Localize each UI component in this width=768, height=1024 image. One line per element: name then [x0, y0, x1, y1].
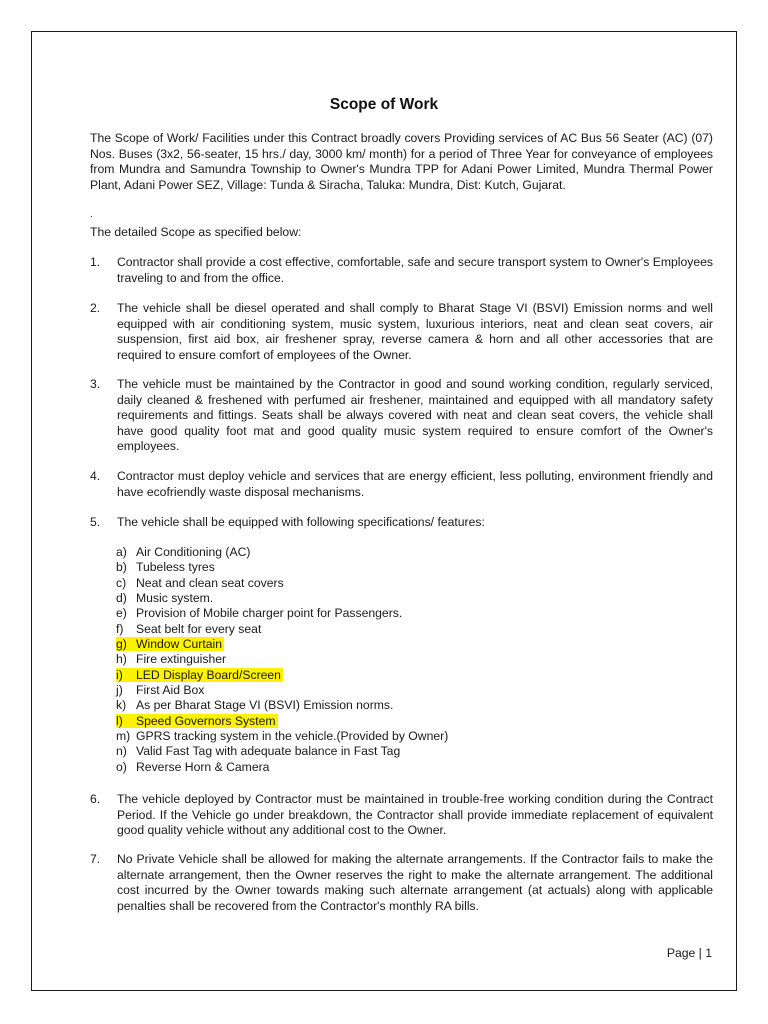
feature-item-a: [116, 545, 250, 560]
scope-item-6: [90, 792, 713, 839]
feature-highlight: [116, 637, 224, 651]
feature-letter: e): [116, 606, 127, 620]
feature-item-g: [116, 637, 224, 652]
feature-text: Fire extinguisher: [136, 652, 227, 666]
item-text: The vehicle shall be diesel operated and shall comply to Bharat Stage VI (BSVI) Emission norms and well equipped with air conditioning system, music system, luxurious interiors, neat and clean seat covers, air suspension, first aid box, air freshener spray, reverse camera & horn and all other accessories that are required to ensure comfort of employees of the Owner.: [117, 301, 713, 362]
feature-text: As per Bharat Stage VI (BSVI) Emission norms.: [136, 698, 394, 712]
feature-text: Tubeless tyres: [136, 560, 215, 574]
item-number: 4.: [90, 469, 101, 483]
item-number: 1.: [90, 255, 101, 269]
feature-letter: j): [116, 683, 123, 697]
scope-item-7: [90, 852, 713, 914]
feature-letter: i): [116, 668, 123, 682]
feature-text: Speed Governors System: [136, 714, 276, 728]
scope-item-2: [90, 301, 713, 363]
scope-item-5: [90, 515, 713, 531]
feature-item-d: [116, 591, 213, 606]
feature-item-j: [116, 683, 204, 698]
feature-text: Valid Fast Tag with adequate balance in Fast Tag: [136, 744, 401, 758]
feature-item-c: [116, 576, 284, 591]
item-number: 2.: [90, 301, 101, 315]
feature-letter: k): [116, 698, 127, 712]
feature-highlight: [116, 668, 283, 682]
feature-item-m: [116, 729, 448, 744]
feature-text: Seat belt for every seat: [136, 622, 262, 636]
feature-letter: n): [116, 744, 127, 758]
scope-item-4: [90, 469, 713, 500]
feature-letter: c): [116, 576, 127, 590]
feature-text: GPRS tracking system in the vehicle.(Provided by Owner): [136, 729, 449, 743]
feature-text: Reverse Horn & Camera: [136, 760, 270, 774]
feature-item-h: [116, 652, 226, 667]
scope-item-3: [90, 377, 713, 455]
feature-letter: d): [116, 591, 127, 605]
scope-item-1: [90, 255, 713, 286]
item-text: Contractor shall provide a cost effective, comfortable, safe and secure transport system to Owner's Employees traveling to and from the office.: [117, 255, 713, 285]
item-number: 7.: [90, 852, 101, 866]
item-text: Contractor must deploy vehicle and services that are energy efficient, less polluting, environment friendly and have ecofriendly waste disposal mechanisms.: [117, 469, 713, 499]
item-text: The vehicle must be maintained by the Contractor in good and sound working condition, regularly serviced, daily cleaned & freshened with perfumed air freshener, maintained and equipped with all mandatory safety requirements and fittings. Seats shall be always covered with neat and clean seat covers, the vehicle shall have good quality foot mat and good quality music system required to ensure comfort of the Owner's employees.: [117, 377, 713, 454]
item-number: 5.: [90, 515, 101, 529]
feature-text: Provision of Mobile charger point for Passengers.: [136, 606, 403, 620]
feature-text: Neat and clean seat covers: [136, 576, 284, 590]
feature-letter: b): [116, 560, 127, 574]
feature-item-e: [116, 606, 402, 621]
intro-paragraph: The Scope of Work/ Facilities under this Contract broadly covers Providing services of AC Bus 56 Seater (AC) (07) Nos. Buses (3x2, 56-seater, 15 hrs./ day, 3000 km/ month) for a period of Three Year for conveyance of employees from Mundra and Samundra Township to Owner's Mundra TPP for Adani Power Limited, Mundra Thermal Power Plant, Adani Power SEZ, Village: Tunda & Siracha, Taluka: Mundra, Dist: Kutch, Gujarat.: [90, 131, 713, 192]
feature-letter: a): [116, 545, 127, 559]
feature-item-f: [116, 622, 261, 637]
feature-text: Music system.: [136, 591, 214, 605]
feature-item-n: [116, 744, 400, 759]
feature-item-i: [116, 668, 283, 683]
stray-dot: .: [90, 209, 93, 220]
feature-item-k: [116, 698, 393, 713]
feature-highlight: [116, 714, 278, 728]
page-title: Scope of Work: [329, 96, 439, 113]
feature-letter: h): [116, 652, 127, 666]
feature-letter: m): [116, 729, 131, 743]
feature-text: Air Conditioning (AC): [136, 545, 251, 559]
feature-text: Window Curtain: [136, 637, 223, 651]
feature-letter: l): [116, 714, 123, 728]
item-number: 3.: [90, 377, 101, 391]
item-text: The vehicle shall be equipped with following specifications/ features:: [117, 515, 485, 529]
feature-letter: f): [116, 622, 124, 636]
feature-letter: g): [116, 637, 127, 651]
feature-text: LED Display Board/Screen: [136, 668, 281, 682]
feature-item-o: [116, 760, 269, 775]
feature-item-l: [116, 714, 278, 729]
feature-item-b: [116, 560, 215, 575]
item-text: The vehicle deployed by Contractor must be maintained in trouble-free working condition during the Contract Period. If the Vehicle go under breakdown, the Contractor shall provide immediate replacement of equivalent good quality vehicle without any additional cost to the Owner.: [117, 792, 713, 838]
feature-letter: o): [116, 760, 127, 774]
feature-text: First Aid Box: [136, 683, 205, 697]
item-number: 6.: [90, 792, 101, 806]
item-text: No Private Vehicle shall be allowed for making the alternate arrangements. If the Contractor fails to make the alternate arrangement, then the Owner reserves the right to make the alternate arrangement. The additional cost incurred by the Owner towards making such alternate arrangement (at actuals) along with applicable penalties shall be recovered from the Contractor's monthly RA bills.: [117, 852, 713, 913]
page-number: Page | 1: [666, 946, 712, 960]
detailed-scope-heading: The detailed Scope as specified below:: [90, 225, 302, 239]
